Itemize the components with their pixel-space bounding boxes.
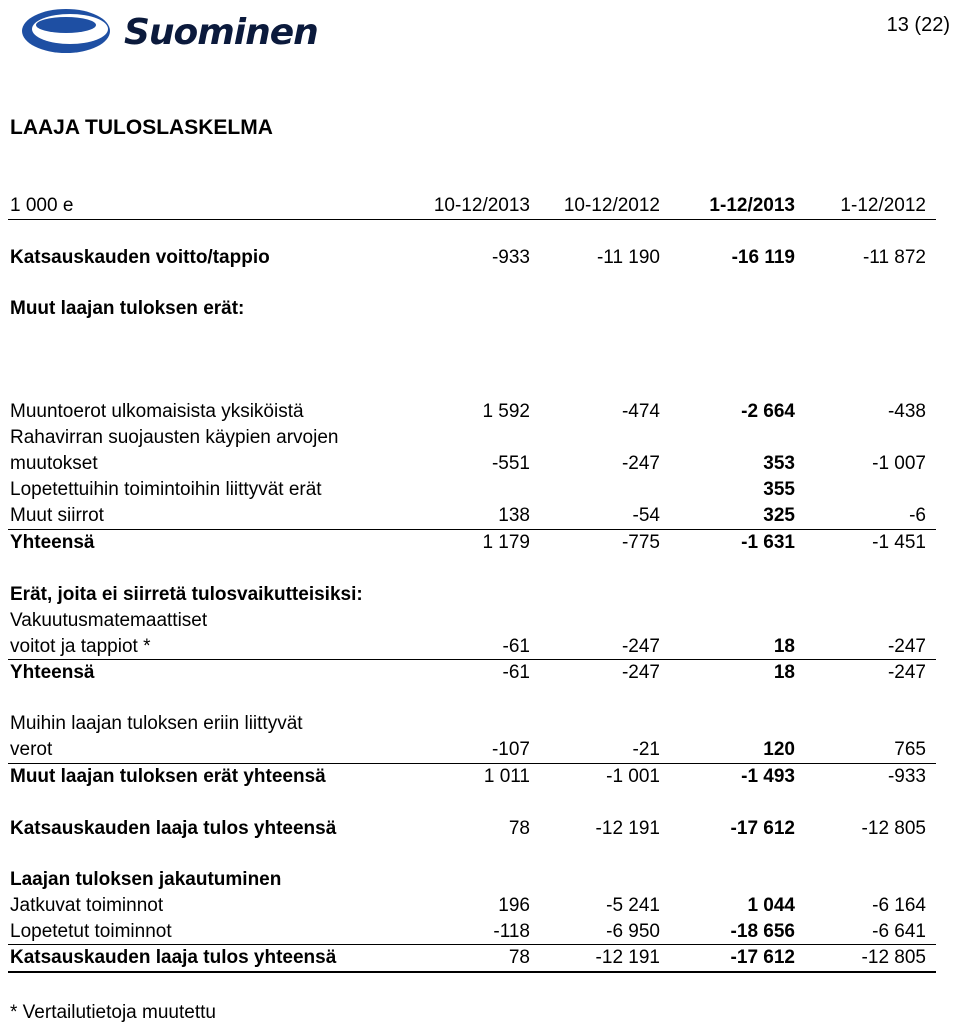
cell: -54 xyxy=(632,505,660,526)
cell: -21 xyxy=(632,739,660,760)
cell: -247 xyxy=(621,662,660,683)
table-row xyxy=(10,477,936,503)
cell: -1 007 xyxy=(872,453,926,474)
cell: 325 xyxy=(763,505,795,526)
row-label: Laajan tuloksen jakautuminen xyxy=(10,869,282,890)
cell: -1 001 xyxy=(606,766,660,787)
table-row xyxy=(10,399,936,425)
cell: -17 612 xyxy=(730,947,795,968)
column-header: 1-12/2013 xyxy=(709,195,795,216)
cell: 1 179 xyxy=(482,532,530,553)
column-header: 1-12/2012 xyxy=(840,195,926,216)
row-label: Rahavirran suojausten käypien arvojen xyxy=(10,427,339,448)
cell: -933 xyxy=(491,247,530,268)
cell: 1 044 xyxy=(747,895,795,916)
table-row xyxy=(10,608,936,634)
table-row xyxy=(10,245,936,271)
row-label: Katsauskauden voitto/tappio xyxy=(10,247,270,268)
logo-text: Suominen xyxy=(124,12,318,53)
cell: -247 xyxy=(887,662,926,683)
cell: -933 xyxy=(887,766,926,787)
cell: 765 xyxy=(894,739,926,760)
cell: -6 164 xyxy=(872,895,926,916)
table-row xyxy=(10,634,936,660)
cell: -6 xyxy=(909,505,926,526)
table-row xyxy=(10,530,936,556)
cell: 1 011 xyxy=(483,766,530,787)
cell: -12 805 xyxy=(861,818,926,839)
cell: -438 xyxy=(887,401,926,422)
row-label: verot xyxy=(10,739,53,760)
cell: 18 xyxy=(773,662,795,683)
table-row xyxy=(10,503,936,529)
cell: -1 493 xyxy=(741,766,795,787)
cell: -18 656 xyxy=(730,921,795,942)
cell: 1 592 xyxy=(482,401,530,422)
row-label: Erät, joita ei siirretä tulosvaikutteisiksi: xyxy=(10,584,363,605)
cell: -61 xyxy=(502,636,530,657)
row-label: Muuntoerot ulkomaisista yksiköistä xyxy=(10,401,304,422)
cell: -12 191 xyxy=(595,947,660,968)
table-row xyxy=(10,764,936,790)
row-label: Muihin laajan tuloksen eriin liittyvät xyxy=(10,713,303,734)
table-row xyxy=(10,945,936,971)
cell: 78 xyxy=(508,818,530,839)
column-header: 10-12/2013 xyxy=(433,195,530,216)
unit-label: 1 000 e xyxy=(10,195,74,216)
cell: -1 451 xyxy=(872,532,926,553)
cell: -2 664 xyxy=(741,401,795,422)
company-logo xyxy=(18,2,348,60)
row-label: Jatkuvat toiminnot xyxy=(10,895,164,916)
cell: 355 xyxy=(763,479,795,500)
row-label: Muut siirrot xyxy=(10,505,104,526)
cell: -474 xyxy=(621,401,660,422)
cell: -775 xyxy=(621,532,660,553)
footnote: * Vertailutietoja muutettu xyxy=(10,1002,216,1023)
table-row xyxy=(10,451,936,477)
row-label: Yhteensä xyxy=(10,532,95,553)
cell: -551 xyxy=(491,453,530,474)
row-label: Muut laajan tuloksen erät yhteensä xyxy=(10,766,326,787)
cell: -247 xyxy=(887,636,926,657)
cell: 120 xyxy=(763,739,795,760)
table-row xyxy=(10,711,936,737)
table-row xyxy=(10,737,936,763)
cell: 78 xyxy=(508,947,530,968)
section-heading xyxy=(10,296,936,322)
cell: -11 872 xyxy=(862,247,926,268)
cell: -6 950 xyxy=(606,921,660,942)
row-label: Muut laajan tuloksen erät: xyxy=(10,298,245,319)
table-row xyxy=(10,919,936,945)
cell: 353 xyxy=(763,453,795,474)
table-row xyxy=(10,425,936,451)
row-label: Lopetettuihin toimintoihin liittyvät erät xyxy=(10,479,322,500)
cell: -247 xyxy=(621,453,660,474)
table-row xyxy=(10,893,936,919)
table-row xyxy=(10,660,936,686)
divider xyxy=(8,971,936,973)
cell: -5 241 xyxy=(606,895,660,916)
divider xyxy=(8,219,936,220)
cell: -16 119 xyxy=(731,247,795,268)
row-label: Yhteensä xyxy=(10,662,95,683)
cell: -11 190 xyxy=(596,247,660,268)
cell: -12 805 xyxy=(861,947,926,968)
cell: -118 xyxy=(493,921,530,942)
logo-swoosh-icon xyxy=(18,2,118,60)
cell: -12 191 xyxy=(595,818,660,839)
column-header: 10-12/2012 xyxy=(563,195,660,216)
page-number: 13 (22) xyxy=(886,14,950,36)
cell: -61 xyxy=(502,662,530,683)
row-label: Katsauskauden laaja tulos yhteensä xyxy=(10,818,337,839)
page-title: LAAJA TULOSLASKELMA xyxy=(10,116,273,139)
section-heading xyxy=(10,867,936,893)
table-row xyxy=(10,816,936,842)
row-label: voitot ja tappiot * xyxy=(10,636,151,657)
row-label: Vakuutusmatemaattiset xyxy=(10,610,208,631)
row-label: Katsauskauden laaja tulos yhteensä xyxy=(10,947,337,968)
cell: -247 xyxy=(621,636,660,657)
cell: -107 xyxy=(491,739,530,760)
cell: 18 xyxy=(773,636,795,657)
row-label: Lopetetut toiminnot xyxy=(10,921,172,942)
cell: 138 xyxy=(498,505,530,526)
section-heading xyxy=(10,582,936,608)
row-label: muutokset xyxy=(10,453,98,474)
cell: -1 631 xyxy=(741,532,795,553)
column-header-row xyxy=(10,193,936,219)
cell: -17 612 xyxy=(730,818,795,839)
cell: -6 641 xyxy=(872,921,926,942)
cell: 196 xyxy=(498,895,530,916)
